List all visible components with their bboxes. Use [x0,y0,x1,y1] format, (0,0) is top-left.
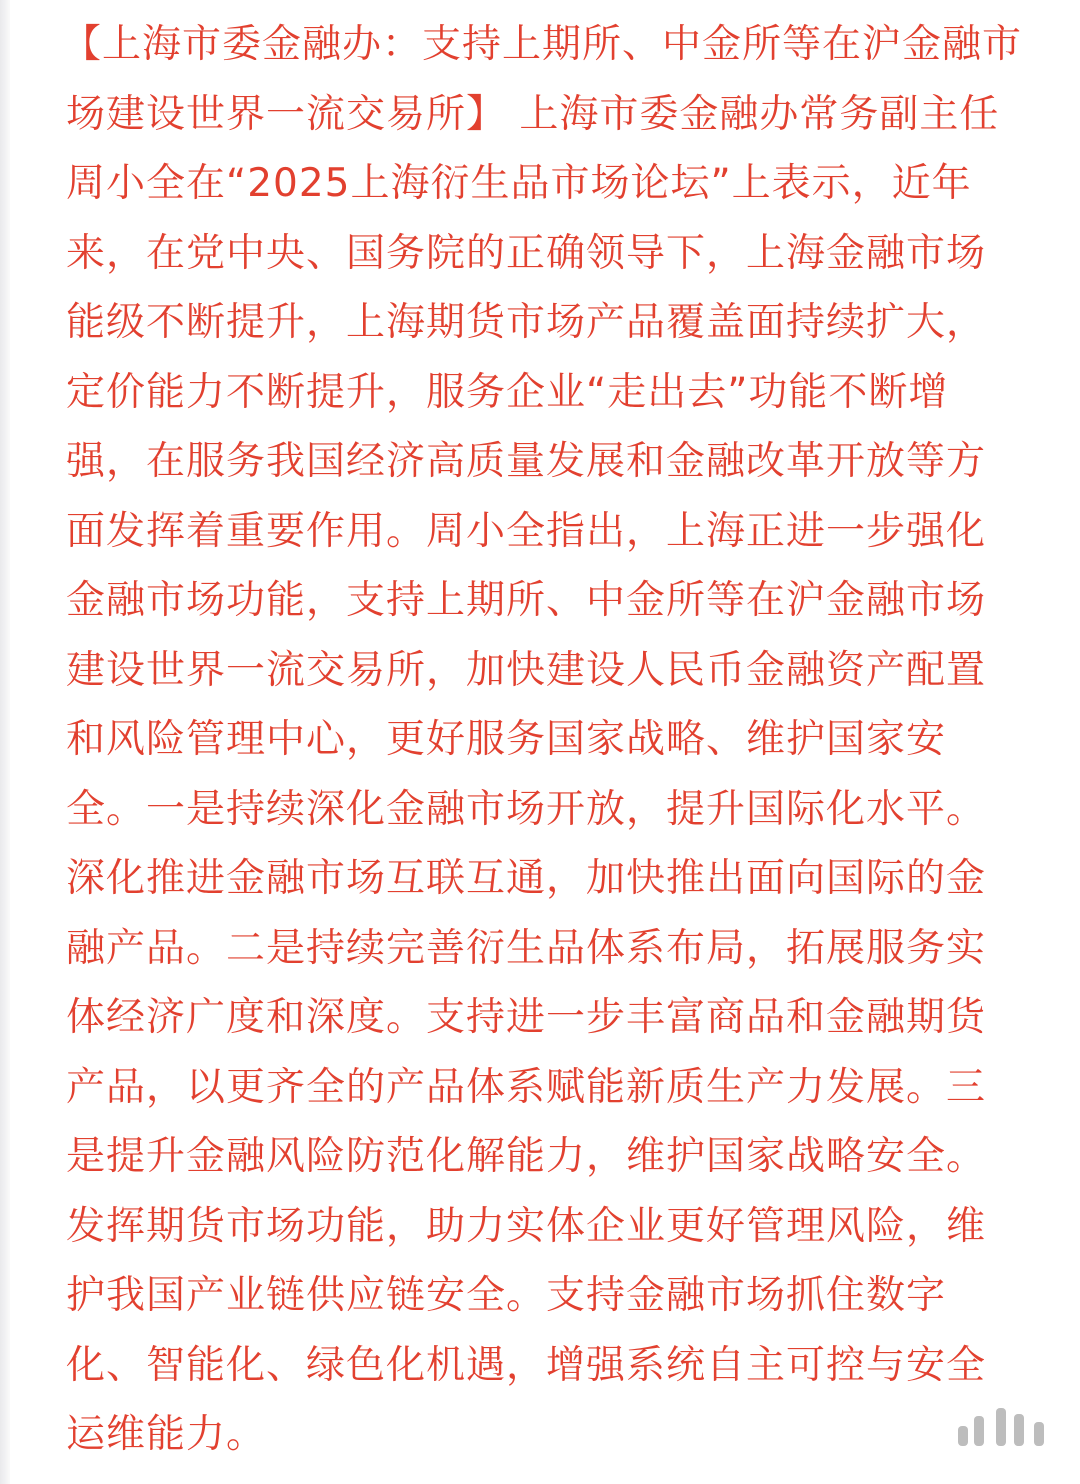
article-line: 深化推进金融市场互联互通，加快推出面向国际的金 [66,856,987,901]
article-line: 定价能力不断提升，服务企业“走出去”功能不断增 [66,369,949,415]
article-line: 是提升金融风险防范化解能力，维护国家战略安全。 [66,1134,987,1179]
article-line: 【上海市委金融办：支持上期所、中金所等在沪金融市 [62,22,1023,67]
article-line: 建设世界一流交易所，加快建设人民币金融资产配置 [66,647,987,693]
article-line: 体经济广度和深度。支持进一步丰富商品和金融期货 [66,995,987,1040]
article-line: 能级不断提升，上海期货市场产品覆盖面持续扩大， [66,300,987,345]
article-line: 化、智能化、绿色化机遇，增强系统自主可控与安全 [66,1342,987,1388]
article-line: 融产品。二是持续完善衍生品体系布局，拓展服务实 [66,925,987,971]
article-line: 全。一是持续深化金融市场开放，提升国际化水平。 [66,786,987,832]
page-edge-shadow [0,0,10,1484]
article-line: 强，在服务我国经济高质量发展和金融改革开放等方 [66,439,987,484]
article-line: 和风险管理中心，更好服务国家战略、维护国家安 [66,717,947,762]
article-line: 场建设世界一流交易所】 上海市委金融办常务副主任 [66,91,1000,137]
article-line: 护我国产业链供应链安全。支持金融市场抓住数字 [66,1273,947,1318]
article-line: 发挥期货市场功能，助力实体企业更好管理风险，维 [66,1203,987,1249]
article-line: 面发挥着重要作用。周小全指出，上海正进一步强化 [66,508,987,554]
article-line: 金融市场功能，支持上期所、中金所等在沪金融市场 [66,578,987,623]
article-body [62,10,1056,1470]
article-line: 来，在党中央、国务院的正确领导下，上海金融市场 [66,230,987,276]
article-line: 运维能力。 [66,1412,267,1457]
signal-bars-icon [956,1404,1052,1448]
article-line: 周小全在“2025上海衍生品市场论坛”上表示，近年 [66,161,972,206]
article-line: 产品，以更齐全的产品体系赋能新质生产力发展。三 [66,1064,987,1110]
